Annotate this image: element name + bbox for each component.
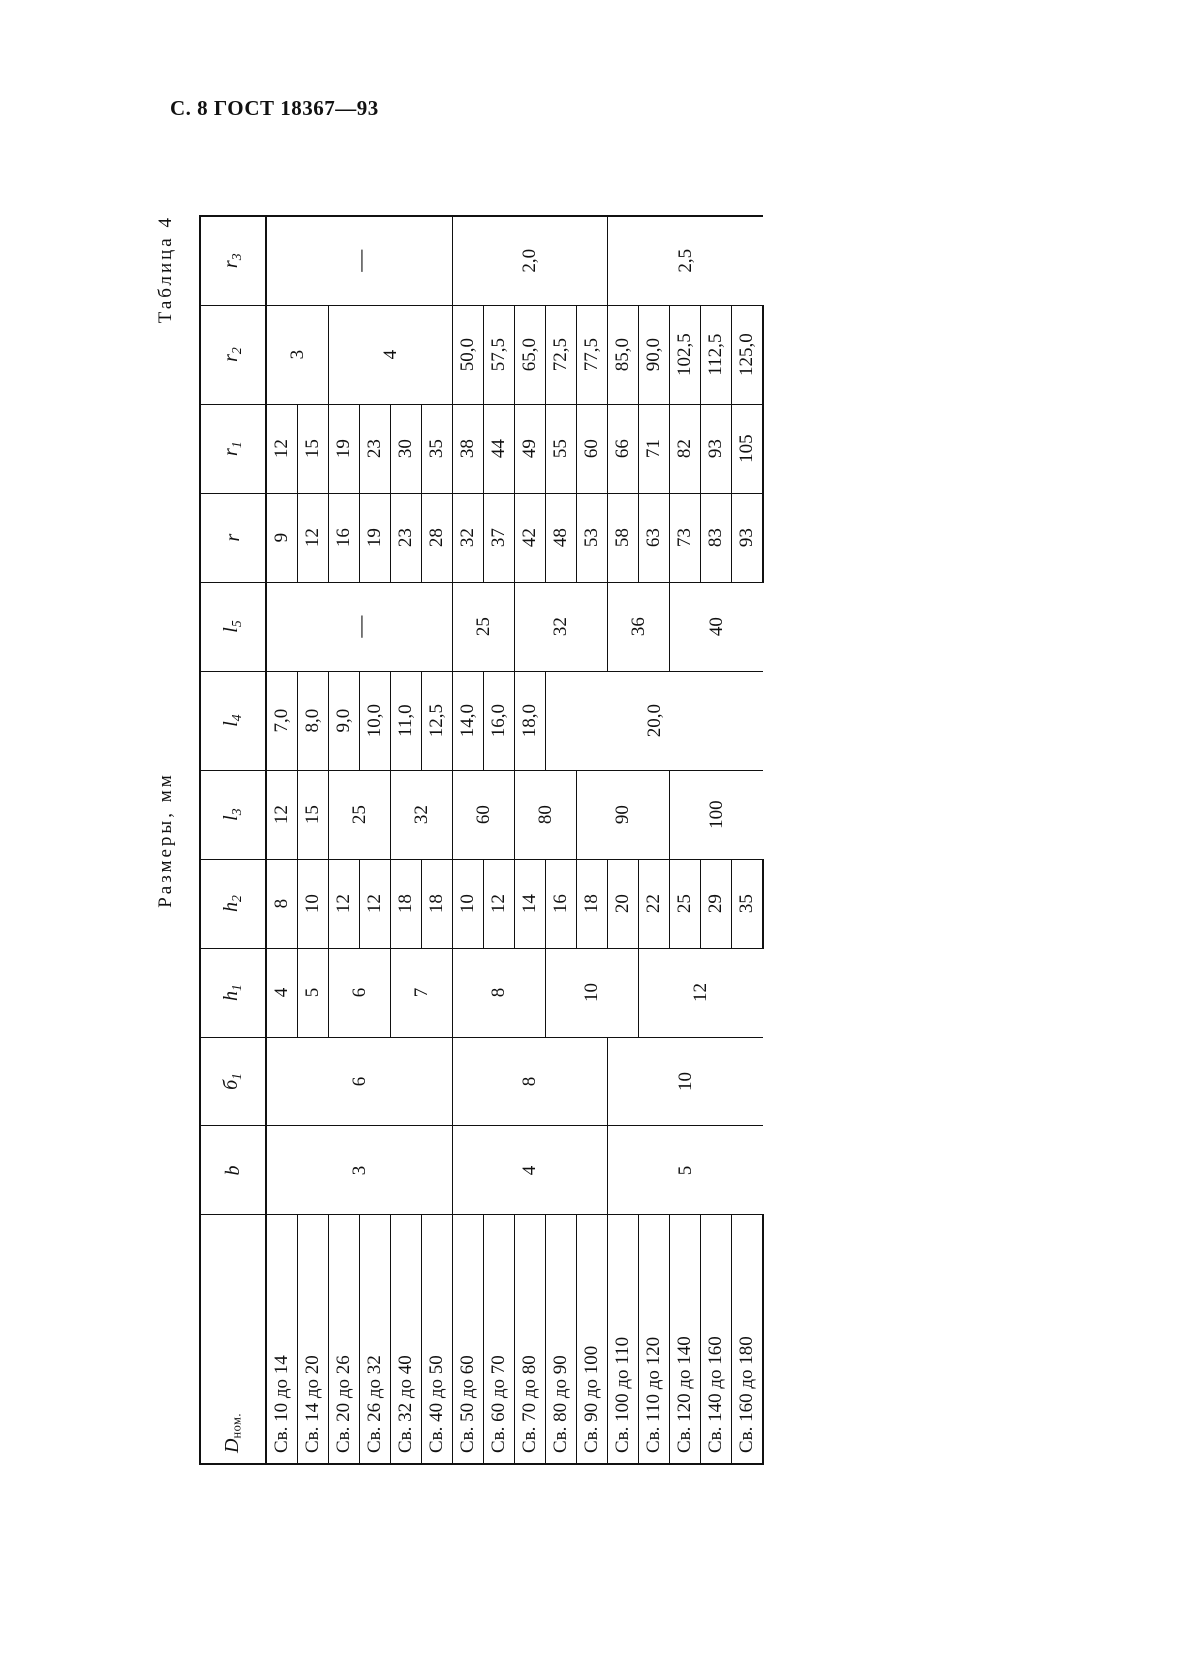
cell-h1: 12 (638, 948, 763, 1037)
col-header-b1: $б_1$ (200, 1037, 266, 1126)
cell-l3: 25 (328, 770, 390, 859)
cell-r: 53 (576, 493, 607, 582)
table-supertitle: Размеры, мм (154, 771, 176, 908)
cell-h2: 20 (607, 859, 638, 948)
cell-h2: 8 (266, 859, 298, 948)
cell-h2: 16 (545, 859, 576, 948)
cell-r2: 50,0 (452, 305, 483, 404)
cell-l3: 90 (576, 770, 669, 859)
cell-d-nom: Св. 50 до 60 (452, 1214, 483, 1463)
cell-l5: 40 (669, 582, 763, 671)
cell-l3: 12 (266, 770, 298, 859)
cell-h1: 7 (390, 948, 452, 1037)
cell-r: 28 (421, 493, 452, 582)
col-header-r3: $r_3$ (200, 216, 266, 305)
table-row (266, 216, 298, 1464)
table-row (514, 216, 545, 1464)
cell-b1: 6 (266, 1037, 453, 1126)
cell-d-nom: Св. 140 до 160 (700, 1214, 731, 1463)
cell-d-nom: Св. 80 до 90 (545, 1214, 576, 1463)
cell-r3: 2,5 (607, 216, 763, 305)
cell-h2: 35 (731, 859, 763, 948)
cell-h1: 6 (328, 948, 390, 1037)
cell-d-nom: Св. 60 до 70 (483, 1214, 514, 1463)
col-header-h1: $h_1$ (200, 948, 266, 1037)
col-header-l3: $l_3$ (200, 770, 266, 859)
cell-h1: 10 (545, 948, 638, 1037)
cell-l4: 11,0 (390, 671, 421, 770)
cell-r2: 65,0 (514, 305, 545, 404)
cell-h2: 12 (483, 859, 514, 948)
dimensions-table (199, 215, 764, 1465)
cell-h2: 18 (421, 859, 452, 948)
cell-h2: 25 (669, 859, 700, 948)
table-row (576, 216, 607, 1464)
cell-b: 3 (266, 1125, 453, 1214)
cell-l4: 9,0 (328, 671, 359, 770)
cell-l5: 36 (607, 582, 669, 671)
cell-l3: 32 (390, 770, 452, 859)
cell-d-nom: Св. 40 до 50 (421, 1214, 452, 1463)
cell-l3: 60 (452, 770, 514, 859)
cell-l3: 100 (669, 770, 763, 859)
cell-r: 48 (545, 493, 576, 582)
table-row (328, 216, 359, 1464)
cell-h1: 8 (452, 948, 545, 1037)
cell-r2: 112,5 (700, 305, 731, 404)
col-header-h2: $h_2$ (200, 859, 266, 948)
cell-d-nom: Св. 120 до 140 (669, 1214, 700, 1463)
cell-r1: 12 (266, 404, 298, 493)
cell-d-nom: Св. 90 до 100 (576, 1214, 607, 1463)
cell-r1: 55 (545, 404, 576, 493)
cell-r1: 30 (390, 404, 421, 493)
dimensions-table-container (154, 214, 989, 1465)
cell-r: 9 (266, 493, 298, 582)
cell-h2: 14 (514, 859, 545, 948)
cell-r2: 72,5 (545, 305, 576, 404)
cell-h2: 22 (638, 859, 669, 948)
table-header-row (200, 216, 266, 1464)
cell-l4: 10,0 (359, 671, 390, 770)
cell-l3: 80 (514, 770, 576, 859)
cell-l5: 25 (452, 582, 514, 671)
cell-r2: 57,5 (483, 305, 514, 404)
cell-d-nom: Св. 10 до 14 (266, 1214, 298, 1463)
cell-h2: 29 (700, 859, 731, 948)
cell-d-nom: Св. 32 до 40 (390, 1214, 421, 1463)
cell-r: 16 (328, 493, 359, 582)
cell-d-nom: Св. 20 до 26 (328, 1214, 359, 1463)
cell-r: 42 (514, 493, 545, 582)
cell-r1: 49 (514, 404, 545, 493)
cell-d-nom: Св. 26 до 32 (359, 1214, 390, 1463)
cell-h1: 5 (297, 948, 328, 1037)
table-row (452, 216, 483, 1464)
cell-r: 63 (638, 493, 669, 582)
cell-l4: 18,0 (514, 671, 545, 770)
cell-b: 4 (452, 1125, 607, 1214)
cell-r1: 71 (638, 404, 669, 493)
cell-h2: 12 (359, 859, 390, 948)
cell-d-nom: Св. 100 до 110 (607, 1214, 638, 1463)
cell-b1: 10 (607, 1037, 763, 1126)
cell-r1: 60 (576, 404, 607, 493)
cell-r3: 2,0 (452, 216, 607, 305)
cell-l4: 7,0 (266, 671, 298, 770)
cell-r3: — (266, 216, 453, 305)
table-body (266, 216, 763, 1464)
cell-h2: 12 (328, 859, 359, 948)
cell-h2: 10 (452, 859, 483, 948)
cell-r2: 4 (328, 305, 452, 404)
col-header-b: b (200, 1125, 266, 1214)
cell-r2: 102,5 (669, 305, 700, 404)
cell-r1: 93 (700, 404, 731, 493)
cell-r: 32 (452, 493, 483, 582)
cell-l4: 16,0 (483, 671, 514, 770)
cell-l3: 15 (297, 770, 328, 859)
cell-l5: 32 (514, 582, 607, 671)
col-header-r1: $r_1$ (200, 404, 266, 493)
cell-r1: 38 (452, 404, 483, 493)
cell-h2: 10 (297, 859, 328, 948)
cell-l4: 12,5 (421, 671, 452, 770)
cell-l4: 20,0 (545, 671, 763, 770)
cell-b1: 8 (452, 1037, 607, 1126)
cell-d-nom: Св. 160 до 180 (731, 1214, 763, 1463)
cell-h1: 4 (266, 948, 298, 1037)
cell-r: 19 (359, 493, 390, 582)
cell-d-nom: Св. 110 до 120 (638, 1214, 669, 1463)
cell-l4: 8,0 (297, 671, 328, 770)
cell-h2: 18 (576, 859, 607, 948)
cell-r1: 19 (328, 404, 359, 493)
cell-r2: 125,0 (731, 305, 763, 404)
cell-r1: 44 (483, 404, 514, 493)
cell-r1: 23 (359, 404, 390, 493)
table-row (669, 216, 700, 1464)
page-header: С. 8 ГОСТ 18367—93 (170, 96, 379, 120)
cell-l4: 14,0 (452, 671, 483, 770)
cell-r: 23 (390, 493, 421, 582)
cell-r: 93 (731, 493, 763, 582)
cell-l5: — (266, 582, 453, 671)
cell-r1: 66 (607, 404, 638, 493)
col-header-l5: $l_5$ (200, 582, 266, 671)
cell-r2: 90,0 (638, 305, 669, 404)
cell-r1: 35 (421, 404, 452, 493)
cell-d-nom: Св. 14 до 20 (297, 1214, 328, 1463)
cell-h2: 18 (390, 859, 421, 948)
cell-r2: 77,5 (576, 305, 607, 404)
cell-d-nom: Св. 70 до 80 (514, 1214, 545, 1463)
cell-r1: 82 (669, 404, 700, 493)
cell-r: 58 (607, 493, 638, 582)
cell-b: 5 (607, 1125, 763, 1214)
cell-r: 37 (483, 493, 514, 582)
col-header-l4: $l_4$ (200, 671, 266, 770)
cell-r1: 105 (731, 404, 763, 493)
cell-r2: 85,0 (607, 305, 638, 404)
col-header-d-nom: Dном. (200, 1214, 266, 1463)
cell-r: 12 (297, 493, 328, 582)
col-header-r: r (200, 493, 266, 582)
cell-r1: 15 (297, 404, 328, 493)
cell-r: 83 (700, 493, 731, 582)
cell-r2: 3 (266, 305, 329, 404)
col-header-r2: $r_2$ (200, 305, 266, 404)
table-caption: Таблица 4 (154, 214, 176, 323)
cell-r: 73 (669, 493, 700, 582)
